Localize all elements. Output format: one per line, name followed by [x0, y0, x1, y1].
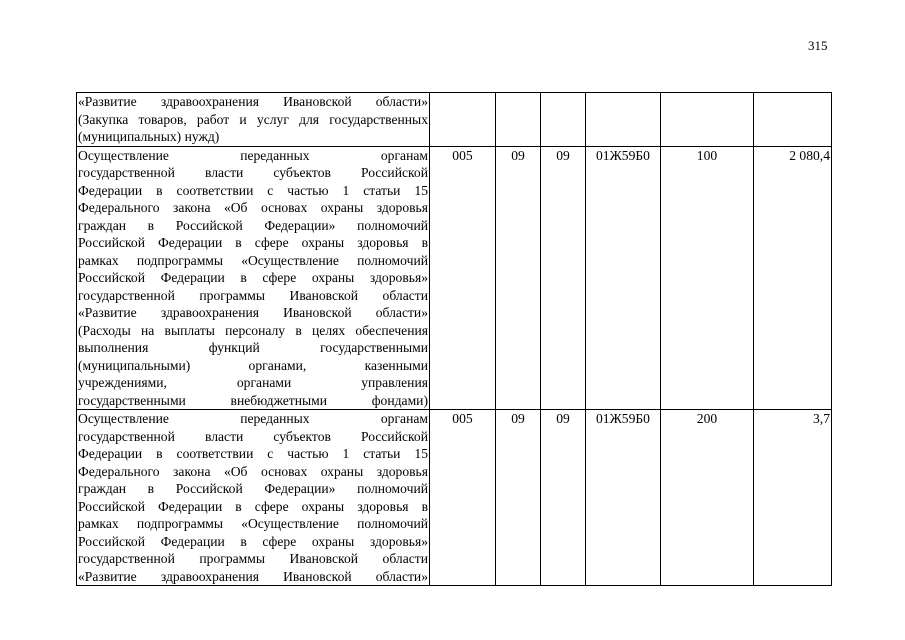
description-line: Российской Федерации в сфере охраны здоровья» — [78, 533, 428, 549]
row-description — [77, 93, 430, 147]
description-line: граждан в Российской Федерации» полномочий — [78, 481, 428, 496]
section-cell: 09 — [496, 410, 541, 586]
description-line: Российской Федерации в сфере охраны здоровья в — [78, 498, 428, 514]
description-line: «Развитие здравоохранения Ивановской области» — [78, 305, 428, 320]
target-article-cell: 01Ж59Б0 — [586, 410, 661, 586]
table-row — [77, 93, 832, 147]
description-line: государственной власти субъектов Российской — [78, 165, 428, 180]
admin-code-cell: 005 — [430, 410, 496, 586]
description-line: Осуществление переданных органам — [78, 411, 428, 426]
description-line: государственной власти субъектов Российской — [78, 428, 428, 444]
subsection-cell — [541, 93, 586, 147]
description-line: учреждениями, органами управления — [78, 375, 428, 390]
description-line: рамках подпрограммы «Осуществление полномочий — [78, 516, 428, 531]
table-row — [77, 410, 832, 586]
description-line: граждан в Российской Федерации» полномочий — [78, 217, 428, 233]
description-line: Осуществление переданных органам — [78, 147, 428, 163]
description-line: государственными внебюджетными фондами) — [78, 392, 428, 408]
section-cell — [496, 93, 541, 147]
description-line: Федерального закона «Об основах охраны здоровья — [78, 200, 428, 215]
row-description — [77, 146, 430, 410]
subsection-cell: 09 — [541, 146, 586, 410]
description-line: (муниципальных) нужд) — [78, 129, 220, 144]
description-line: выполнения функций государственными — [78, 340, 428, 355]
row-description — [77, 410, 430, 586]
description-line: «Развитие здравоохранения Ивановской области» — [78, 94, 428, 109]
table-row — [77, 146, 832, 410]
expense-type-cell: 100 — [661, 146, 754, 410]
amount-cell: 2 080,4 — [754, 146, 832, 410]
subsection-cell: 09 — [541, 410, 586, 586]
amount-cell — [754, 93, 832, 147]
expense-type-cell: 200 — [661, 410, 754, 586]
budget-table — [76, 92, 832, 586]
section-cell: 09 — [496, 146, 541, 410]
description-line: рамках подпрограммы «Осуществление полномочий — [78, 252, 428, 268]
description-line: «Развитие здравоохранения Ивановской области» — [78, 568, 428, 584]
description-line: (Расходы на выплаты персоналу в целях обеспечения — [78, 322, 428, 338]
description-line: государственной программы Ивановской области — [78, 287, 428, 303]
admin-code-cell — [430, 93, 496, 147]
expense-type-cell — [661, 93, 754, 147]
description-line: Федерации в соответствии с частью 1 статьи 15 — [78, 182, 428, 198]
page-number: 315 — [808, 38, 828, 53]
admin-code-cell: 005 — [430, 146, 496, 410]
description-line: Российской Федерации в сфере охраны здоровья в — [78, 235, 428, 250]
description-line: (Закупка товаров, работ и услуг для государственных — [78, 111, 428, 127]
description-line: (муниципальными) органами, казенными — [78, 357, 428, 373]
target-article-cell — [586, 93, 661, 147]
description-line: Федерального закона «Об основах охраны здоровья — [78, 463, 428, 479]
description-line: Российской Федерации в сфере охраны здоровья» — [78, 270, 428, 285]
amount-cell: 3,7 — [754, 410, 832, 586]
description-line: государственной программы Ивановской области — [78, 551, 428, 566]
target-article-cell: 01Ж59Б0 — [586, 146, 661, 410]
description-line: Федерации в соответствии с частью 1 статьи 15 — [78, 446, 428, 461]
